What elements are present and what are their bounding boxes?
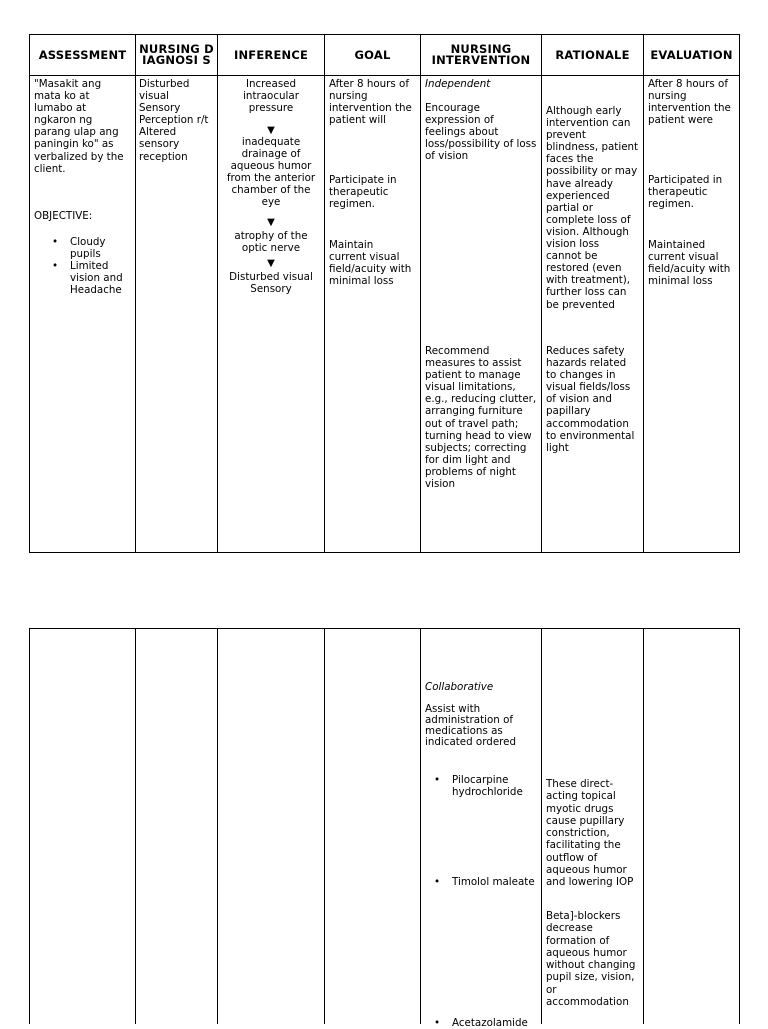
col-line: [217, 628, 218, 1024]
inference-step-3: atrophy of the optic nerve: [234, 230, 308, 255]
list-item: • Limited vision and Headache: [70, 260, 123, 296]
collaborative-text: Assist with administration of medications as indicated ordered: [425, 703, 517, 748]
assessment-subjective: "Masakit ang mata ko at lumabo at ngkaron ng parang ulap ang paningin ko" as verbalized by the client.: [34, 78, 124, 175]
evaluation-intro: After 8 hours of nursing intervention the patient were: [648, 78, 731, 127]
down-arrow-icon: ▼: [267, 125, 275, 136]
nursing-diagnosis-text: Disturbed visual Sensory Perception r/t Altered sensory reception: [139, 78, 209, 163]
intervention-2: Recommend measures to assist patient to manage visual limitations, e.g., reducing clutter, arranging furniture out of travel path; turning head to view subjects; correcting for dim light and problems of night vision: [425, 345, 537, 491]
col-line: [324, 34, 325, 553]
col-line: [541, 628, 542, 1024]
down-arrow-icon: ▼: [267, 217, 275, 228]
medication-list-2: [422, 876, 535, 888]
col-line: [29, 34, 30, 553]
inference-step-2: inadequate drainage of aqueous humor from the anterior chamber of the eye: [226, 136, 316, 209]
objective-list: [40, 236, 123, 296]
list-item: • Acetazolamide: [452, 1017, 528, 1029]
col-line: [135, 34, 136, 553]
evaluation-1: Participated in therapeutic regimen.: [648, 174, 723, 211]
header-nursing-intervention: NURSING INTERVENTION: [431, 42, 531, 67]
rationale-4: Beta]-blockers decrease formation of aqueous humor without changing pupil size, vision, or accommodation: [546, 910, 636, 1009]
goal-1: Participate in therapeutic regimen.: [329, 174, 397, 211]
header-rationale: RATIONALE: [555, 47, 630, 62]
intervention-1: Encourage expression of feelings about loss/possibility of loss of vision: [425, 102, 537, 163]
header-nursing-diagnosis: NURSING DIAGNOSI S: [139, 42, 214, 67]
rationale-1: Although early intervention can prevent blindness, patient faces the possibility or may have already experienced partial or complete loss of vision. Although vision loss cannot be restored (even with treatment), further loss can be prevented: [546, 105, 639, 311]
objective-label: OBJECTIVE:: [34, 210, 93, 222]
col-line: [217, 34, 218, 553]
goal-2: Maintain current visual field/acuity with minimal loss: [329, 239, 412, 288]
list-item: • Cloudy pupils: [70, 236, 123, 260]
evaluation-2: Maintained current visual field/acuity with minimal loss: [648, 239, 731, 288]
intervention-collaborative-label: Collaborative: [425, 681, 494, 693]
rationale-2: Reduces safety hazards related to changes in visual fields/loss of vision and papillary accommodation to environmental light: [546, 345, 635, 454]
col-line: [541, 34, 542, 553]
goal-intro: After 8 hours of nursing intervention the patient will: [329, 78, 412, 127]
col-line: [420, 34, 421, 553]
col-line: [324, 628, 325, 1024]
rationale-3: These direct- acting topical myotic drugs cause pupillary constriction, facilitating the outflow of aqueous humor and lowering IOP: [546, 778, 634, 889]
col-line: [739, 628, 740, 1024]
col-line: [643, 628, 644, 1024]
header-assessment: ASSESSMENT: [38, 47, 127, 62]
header-goal: GOAL: [354, 47, 391, 62]
col-line: [29, 628, 30, 1024]
col-line: [739, 34, 740, 553]
down-arrow-icon: ▼: [267, 258, 275, 269]
header-inference: INFERENCE: [233, 47, 309, 62]
list-item: • Pilocarpine hydrochloride: [452, 774, 523, 798]
header-evaluation: EVALUATION: [650, 47, 733, 62]
medication-list-3: [422, 1017, 528, 1029]
inference-step-1: Increased intraocular pressure: [243, 78, 299, 115]
medication-list-1: [422, 774, 523, 798]
inference-step-4: Disturbed visual Sensory: [229, 271, 313, 296]
col-line: [643, 34, 644, 553]
list-item: • Timolol maleate: [452, 876, 535, 888]
intervention-independent-label: Independent: [425, 78, 491, 90]
col-line: [420, 628, 421, 1024]
col-line: [135, 628, 136, 1024]
